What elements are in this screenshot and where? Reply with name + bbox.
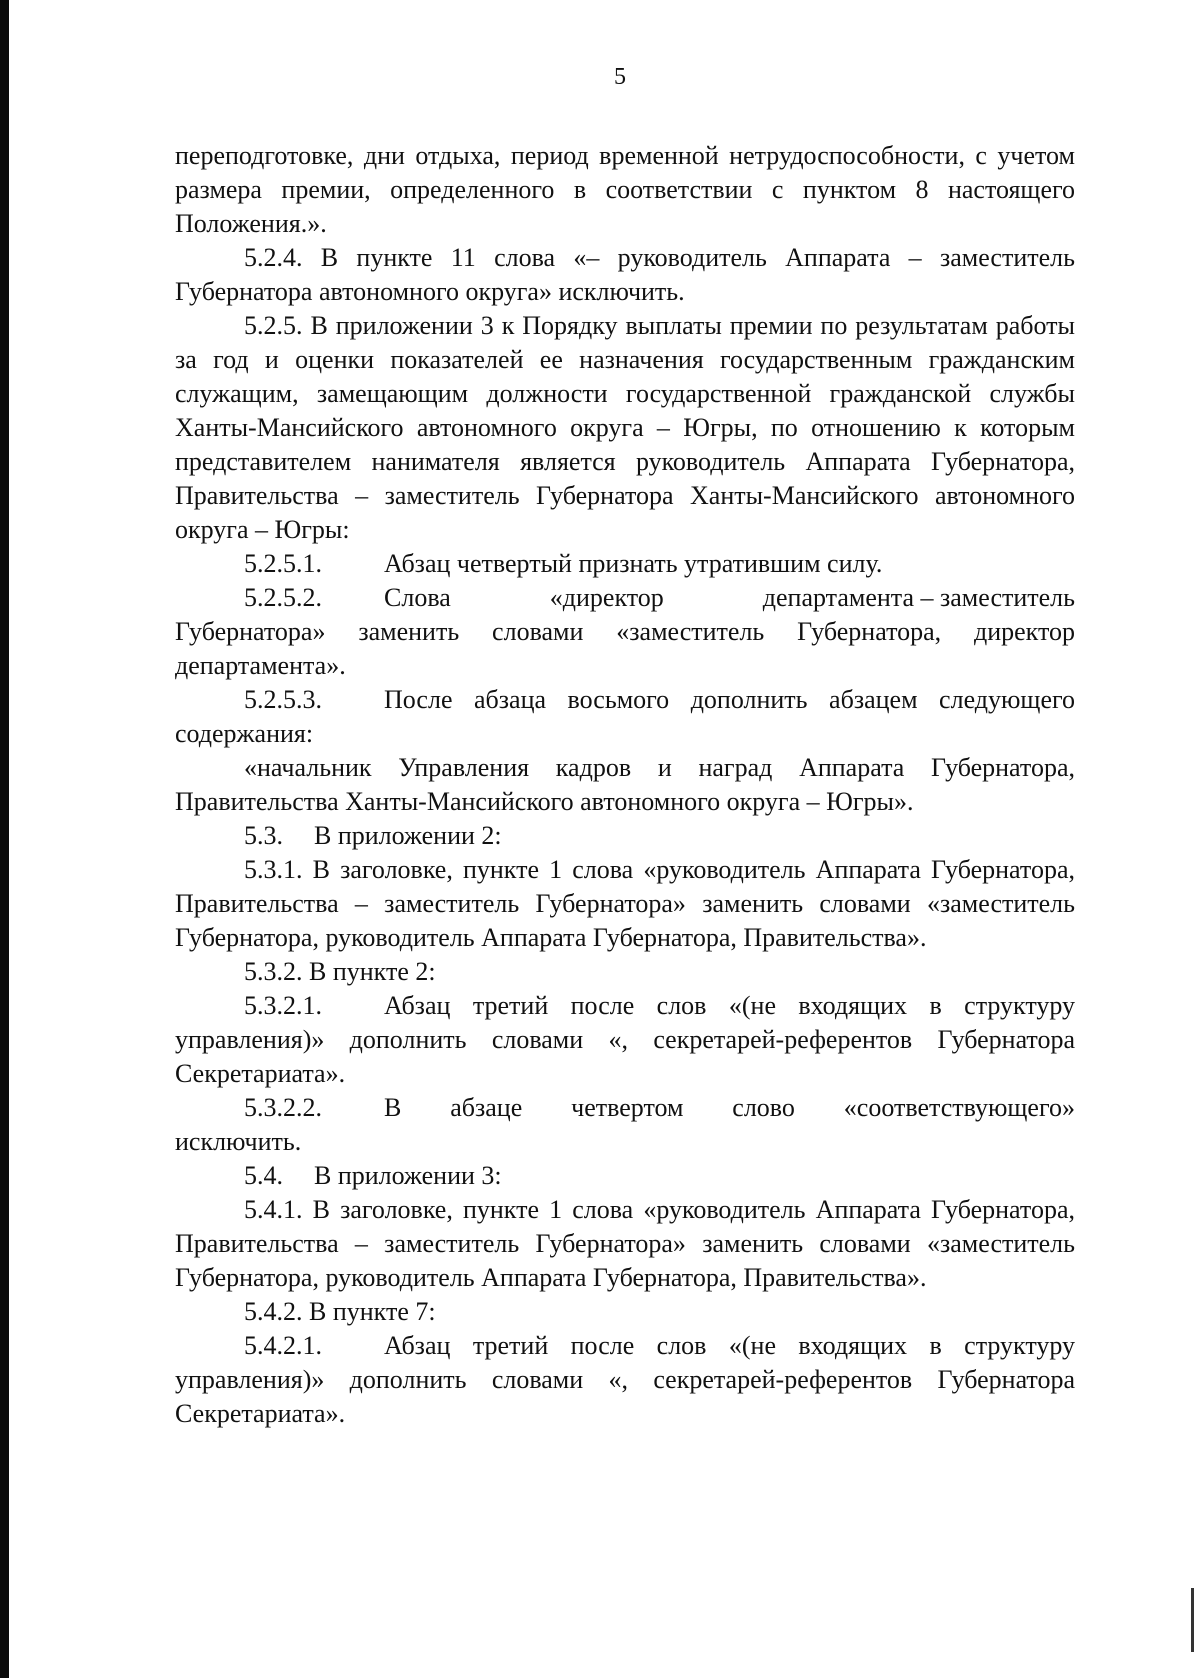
paragraph-5-2-5-1 xyxy=(175,547,1075,581)
word: Слова xyxy=(384,583,451,612)
paragraph-5-4 xyxy=(175,1159,1075,1193)
paragraph-continuation: переподготовке, дни отдыха, период временной нетрудоспособности, с учетом размера премии, определенного в соответствии с пунктом 8 настоящего Положения.». xyxy=(175,141,1075,238)
paragraph-5-3-2-1-continuation: управления)» дополнить словами «, секретарей-референтов Губернатора Секретариата». xyxy=(175,1025,1075,1088)
item-text: После абзаца восьмого дополнить абзацем следующего xyxy=(384,685,1075,714)
item-text: Абзац третий после слов «(не входящих в структуру xyxy=(384,991,1075,1020)
word: «соответствующего» xyxy=(843,1093,1075,1122)
item-number: 5.2.5.1. xyxy=(244,549,322,578)
item-text: В приложении 3: xyxy=(314,1161,502,1190)
item-number: 5.3.2.2. xyxy=(244,1093,322,1122)
page-number: 5 xyxy=(614,64,626,90)
item-number: 5.3.2.1. xyxy=(244,991,322,1020)
paragraph-5-4-2-1-continuation: управления)» дополнить словами «, секретарей-референтов Губернатора Секретариата». xyxy=(175,1365,1075,1428)
scan-edge-right xyxy=(1191,1588,1194,1652)
item-number: 5.2.5.2. xyxy=(244,583,322,612)
item-number: 5.4.2.1. xyxy=(244,1331,322,1360)
paragraph-5-2-5-2 xyxy=(175,581,1075,615)
paragraph-5-3-1: 5.3.1. В заголовке, пункте 1 слова «руководитель Аппарата Губернатора, Правительства – заместитель Губернатора» заменить словами «заместитель Губернатора, руководитель Аппарата Губернатора, Правительства». xyxy=(175,855,1075,952)
paragraph-quote: «начальник Управления кадров и наград Аппарата Губернатора, Правительства Ханты-Мансийского автономного округа – Югры». xyxy=(175,753,1075,816)
word: «директор xyxy=(549,583,664,612)
word: слово xyxy=(732,1093,795,1122)
word: В xyxy=(384,1093,402,1122)
word: абзаце xyxy=(450,1093,523,1122)
item-text: Абзац третий после слов «(не входящих в структуру xyxy=(384,1331,1075,1360)
item-text: В приложении 2: xyxy=(314,821,502,850)
paragraph-5-2-5-2-continuation: Губернатора» заменить словами «заместитель Губернатора, директор департамента». xyxy=(175,617,1075,680)
paragraph-5-3 xyxy=(175,819,1075,853)
word: четвертом xyxy=(571,1093,684,1122)
word: департамента – заместитель xyxy=(762,583,1075,612)
paragraph-5-3-2-1 xyxy=(175,989,1075,1023)
item-text: Абзац четвертый признать утратившим силу. xyxy=(384,549,883,578)
paragraph-5-3-2-2 xyxy=(175,1091,1075,1125)
paragraph-5-2-5-3-continuation: содержания: xyxy=(175,719,314,748)
paragraph-5-2-5-3 xyxy=(175,683,1075,717)
paragraph-5-4-2: 5.4.2. В пункте 7: xyxy=(244,1297,436,1326)
paragraph-5-2-5: 5.2.5. В приложении 3 к Порядку выплаты премии по результатам работы за год и оценки показателей ее назначения государственным гражданским служащим, замещающим должности государственной гражданской службы Ханты-Мансийского автономного округа – Югры, по отношению к которым представителем нанимателя является руководитель Аппарата Губернатора, Правительства – заместитель Губернатора Ханты-Мансийского автономного округа – Югры: xyxy=(175,311,1075,544)
paragraph-5-3-2-2-continuation: исключить. xyxy=(175,1127,302,1156)
item-text-line xyxy=(384,1091,1075,1125)
paragraph-5-2-4: 5.2.4. В пункте 11 слова «– руководитель Аппарата – заместитель Губернатора автономного округа» исключить. xyxy=(175,243,1075,306)
document-body xyxy=(175,139,1075,1431)
item-number: 5.4. xyxy=(244,1161,283,1190)
item-text-line xyxy=(384,581,1075,615)
scan-edge-left xyxy=(0,0,9,1678)
paragraph-5-3-2: 5.3.2. В пункте 2: xyxy=(244,957,436,986)
item-number: 5.3. xyxy=(244,821,283,850)
paragraph-5-4-2-1 xyxy=(175,1329,1075,1363)
item-number: 5.2.5.3. xyxy=(244,685,322,714)
paragraph-5-4-1: 5.4.1. В заголовке, пункте 1 слова «руководитель Аппарата Губернатора, Правительства – заместитель Губернатора» заменить словами «заместитель Губернатора, руководитель Аппарата Губернатора, Правительства». xyxy=(175,1195,1075,1292)
